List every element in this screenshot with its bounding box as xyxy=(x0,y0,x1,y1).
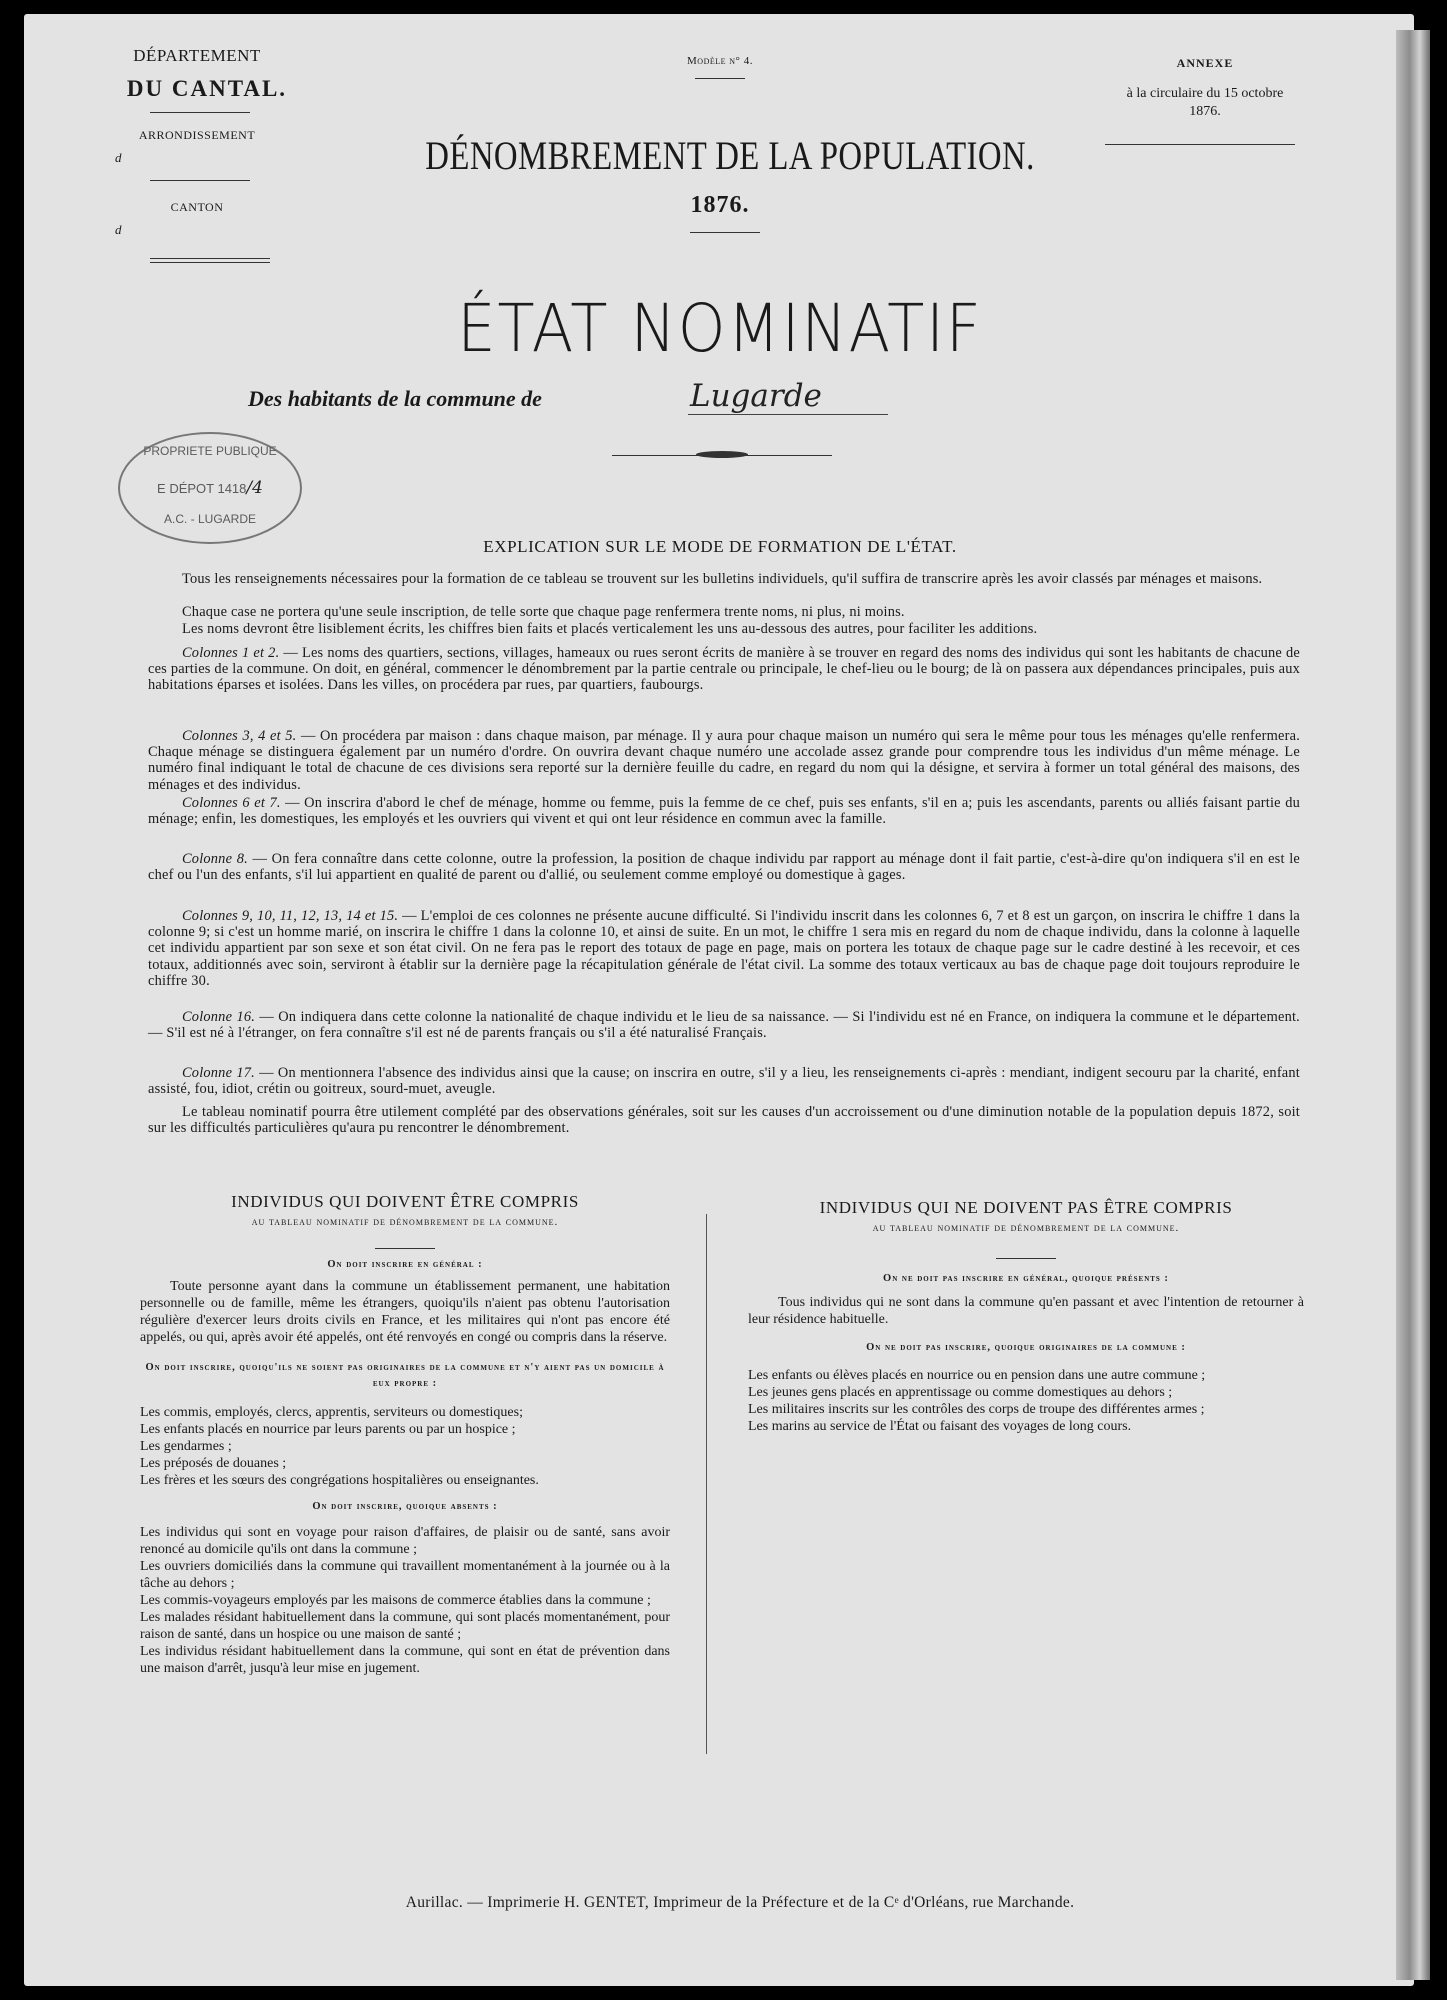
list-item: Les préposés de douanes ; xyxy=(140,1456,287,1471)
left-section2-title: On doit inscrire, quoiqu'ils ne soient pas originaires de la commune et n'y aient pas un domicile à eux propre : xyxy=(145,1362,665,1389)
colonne-16-text: — On indiquera dans cette colonne la nationalité de chaque individu et le lieu de sa naissance. — Si l'individu est né en France, on indiquera la commune et le département. — S'il est né à l'étranger, on fera connaître s'il est né de parents français ou s'il a été naturalisé Français. xyxy=(148,1009,1300,1042)
arrondissement-label: ARRONDISSEMENT xyxy=(138,128,256,142)
divider xyxy=(150,112,250,113)
colonnes-6-7-label: Colonnes 6 et 7. xyxy=(182,795,281,811)
colonnes-9-15-paragraph xyxy=(148,908,1300,989)
habitants-label: Des habitants de la commune de xyxy=(248,386,542,411)
intro-paragraph-1: Tous les renseignements nécessaires pour la formation de ce tableau se trouvent sur les bulletins individuels, qu'il suffira de transcrire après les avoir classés par ménages et maisons. xyxy=(182,571,1263,587)
etat-nominatif-heading: ÉTAT NOMINATIF xyxy=(457,290,983,367)
left-section2-list xyxy=(140,1404,670,1489)
colonnes-3-5-label: Colonnes 3, 4 et 5. xyxy=(182,728,297,744)
annexe-circulaire: à la circulaire du 15 octobre xyxy=(1126,86,1284,101)
left-section3-list xyxy=(140,1524,670,1677)
canton-label: CANTON xyxy=(170,200,224,214)
divider xyxy=(996,1258,1056,1259)
canton-d: d xyxy=(115,222,122,237)
closing-paragraph: Le tableau nominatif pourra être utilement complété par des observations générales, soit sur les causes d'un accroissement ou d'une diminution notable de la population depuis 1872, soit sur les difficultés particulières qu'aura pu rencontrer le dénombrement. xyxy=(148,1104,1300,1137)
stamp-line3: A.C. - LUGARDE xyxy=(163,512,256,526)
stamp-handwritten: /4 xyxy=(246,478,263,498)
colonnes-3-5-paragraph xyxy=(148,728,1300,793)
annexe-year: 1876. xyxy=(1189,104,1221,119)
list-item: Les marins au service de l'État ou faisant des voyages de long cours. xyxy=(748,1419,1132,1434)
colonnes-9-15-text: — L'emploi de ces colonnes ne présente aucune difficulté. Si l'individu inscrit dans les colonnes 6, 7 et 8 est un garçon, on inscrira le chiffre 1 dans la colonne 9; si c'est un homme marié, on inscrira le chiffre 1 dans la colonne 10, et ainsi de suite. En un mot, le chiffre 1 sera mis en regard du nom de chaque individu, dans la colonne à laquelle cet individu appartient par son sexe et son état civil. On ne fera pas le report des totaux de page en page, mais on portera les totaux de chaque page sur le cadre destiné à les recevoir, et ces totaux, additionnés avec soin, serviront à établir sur la dernière page la récapitulation générale de l'état civil. La somme des totaux verticaux au bas de chaque page doit toujours reproduire le chiffre 30. xyxy=(148,908,1300,989)
annexe-label: ANNEXE xyxy=(1176,56,1234,70)
left-section1-title: On doit inscrire en général : xyxy=(327,1259,483,1270)
divider xyxy=(695,78,745,79)
list-item: Les individus résidant habituellement dans la commune, qui sont en état de prévention dans une maison d'arrêt, jusqu'à leur mise en jugement. xyxy=(140,1644,670,1676)
ornament-rule-center xyxy=(696,451,748,458)
left-section3-title: On doit inscrire, quoique absents : xyxy=(312,1501,498,1512)
colonne-16-label: Colonne 16. xyxy=(182,1009,256,1025)
modele-number: Modèle n° 4. xyxy=(687,55,753,67)
divider xyxy=(375,1248,435,1249)
stamp-depot-number: E DÉPOT 1418 xyxy=(157,481,247,496)
divider xyxy=(1105,144,1295,145)
departement-label: DÉPARTEMENT xyxy=(133,46,261,65)
list-item: Les frères et les sœurs des congrégations hospitalières ou enseignantes. xyxy=(140,1473,539,1488)
colonnes-1-2-text: — Les noms des quartiers, sections, villages, hameaux ou rues seront écrits de manière à se trouver en regard des noms des individus qui sont les habitants de chacune de ces parties de la commune. On doit, en général, commencer le dénombrement par la partie centrale ou principale, le chef-lieu ou le bourg; de là on passera aux dépendances principales, puis aux habitations éparses et isolées. Dans les villes, on procédera par rues, par quartiers, faubourgs. xyxy=(148,645,1301,694)
column-divider xyxy=(706,1214,707,1754)
list-item: Les commis-voyageurs employés par les maisons de commerce établies dans la commune ; xyxy=(140,1593,651,1608)
departement-name: DU CANTAL. xyxy=(126,76,288,101)
list-item: Les individus qui sont en voyage pour raison d'affaires, de plaisir ou de santé, sans avoir renoncé au domicile qu'ils ont dans la commune ; xyxy=(140,1525,670,1557)
colonnes-1-2-paragraph xyxy=(148,645,1300,694)
arrondissement-d: d xyxy=(115,150,122,165)
right-section1-text: Tous individus qui ne sont dans la commune qu'en passant et avec l'intention de retourner à leur résidence habituelle. xyxy=(748,1295,1304,1327)
stamp-line2 xyxy=(120,478,300,498)
page-edge-shadow xyxy=(1396,30,1430,1980)
list-item: Les militaires inscrits sur les contrôles des corps de troupe des différentes armes ; xyxy=(748,1402,1205,1417)
left-column-subheading: au tableau nominatif de dénombrement de la commune. xyxy=(251,1216,559,1228)
archive-stamp xyxy=(118,432,302,544)
colonne-8-label: Colonne 8. xyxy=(182,851,248,867)
census-year: 1876. xyxy=(690,192,750,218)
colonne-17-text: — On mentionnera l'absence des individus ainsi que la cause; on inscrira en outre, s'il y a lieu, les renseignements ci-après : mendiant, indigent secouru par la charité, enfant assisté, fou, idiot, crétin ou goitreux, sourd-muet, aveugle. xyxy=(148,1065,1300,1098)
page-title: DÉNOMBREMENT DE LA POPULATION. xyxy=(425,133,1035,178)
commune-underline xyxy=(688,414,888,415)
right-section1-title: On ne doit pas inscrire en général, quoique présents : xyxy=(883,1273,1169,1284)
list-item: Les commis, employés, clercs, apprentis, serviteurs ou domestiques; xyxy=(140,1405,523,1420)
list-item: Les ouvriers domiciliés dans la commune qui travaillent momentanément à la journée ou à la tâche au dehors ; xyxy=(140,1559,670,1591)
right-section2-list xyxy=(748,1367,1304,1435)
list-item: Les jeunes gens placés en apprentissage ou comme domestiques au dehors ; xyxy=(748,1385,1173,1400)
list-item: Les enfants ou élèves placés en nourrice ou en pension dans une autre commune ; xyxy=(748,1368,1206,1383)
list-item: Les enfants placés en nourrice par leurs parents ou par un hospice ; xyxy=(140,1422,516,1437)
colonnes-6-7-text: — On inscrira d'abord le chef de ménage, homme ou femme, puis la femme de ce chef, puis ses enfants, s'il en a; puis les ascendants, parents ou alliés faisant partie du ménage; enfin, les domestiques, les employés et les ouvriers qui vivent et qui ont leur résidence en commun avec la famille. xyxy=(148,795,1300,828)
divider xyxy=(690,232,760,233)
colonne-8-text: — On fera connaître dans cette colonne, outre la profession, la position de chaque individu par rapport au ménage dont il fait partie, c'est-à-dire qu'on indiquera s'il en est le chef ou l'un des enfants, s'il lui appartient en qualité de parent ou d'allié, ou seulement comme employé ou domestique à gages. xyxy=(148,851,1301,884)
explication-heading: EXPLICATION SUR LE MODE DE FORMATION DE L'ÉTAT. xyxy=(483,537,957,556)
divider xyxy=(150,180,250,181)
right-column xyxy=(748,1198,1304,1435)
colonnes-3-5-text: — On procédera par maison : dans chaque maison, par ménage. Il y aura pour chaque maison un numéro qui sera le même pour tous les ménages qu'elle renfermera. Chaque ménage se distinguera également par un numéro d'ordre. On ouvrira devant chaque numéro une accolade assez grande pour comprendre tous les individus d'un même ménage. Le numéro final indiquant le total de chacune de ces divisions sera reporté sur la dernière feuille du cadre, en regard du nom qui la désigne, et servira à former un total général des maisons, des ménages et des individus. xyxy=(148,728,1300,793)
intro-paragraph-2: Chaque case ne portera qu'une seule inscription, de telle sorte que chaque page renfermera trente noms, ni plus, ni moins. xyxy=(182,604,905,620)
colonnes-6-7-paragraph xyxy=(148,795,1300,827)
colonne-8-paragraph xyxy=(148,851,1300,883)
commune-name-handwritten: Lugarde xyxy=(690,378,822,414)
colonnes-9-15-label: Colonnes 9, 10, 11, 12, 13, 14 et 15. xyxy=(182,908,399,924)
left-column-heading: INDIVIDUS QUI DOIVENT ÊTRE COMPRIS xyxy=(231,1192,579,1211)
colonne-17-label: Colonne 17. xyxy=(182,1065,255,1081)
right-column-subheading: au tableau nominatif de dénombrement de la commune. xyxy=(872,1222,1180,1234)
stamp-line1: PROPRIETE PUBLIQUE xyxy=(143,444,277,458)
list-item: Les malades résidant habituellement dans la commune, qui sont placés momentanément, pour raison de santé, dans un hospice ou une maison de santé ; xyxy=(140,1610,670,1642)
left-column xyxy=(140,1192,670,1677)
colonne-17-paragraph xyxy=(148,1065,1300,1097)
right-column-heading: INDIVIDUS QUI NE DOIVENT PAS ÊTRE COMPRIS xyxy=(819,1198,1233,1217)
right-section2-title: On ne doit pas inscrire, quoique originaires de la commune : xyxy=(866,1342,1186,1353)
colonne-16-paragraph xyxy=(148,1009,1300,1041)
colonnes-1-2-label: Colonnes 1 et 2. xyxy=(182,645,280,661)
ornament-rule xyxy=(150,258,270,263)
list-item: Les gendarmes ; xyxy=(140,1439,232,1454)
printer-imprint: Aurillac. — Imprimerie H. GENTET, Imprimeur de la Préfecture et de la Cᵉ d'Orléans, rue Marchande. xyxy=(405,1894,1075,1911)
left-section1-text: Toute personne ayant dans la commune un établissement permanent, une habitation personnelle ou de famille, même les étrangers, quoiqu'ils n'aient pas obtenu l'autorisation régulière d'exercer leurs droits civils en France, et les militaires qui n'ont pas encore été appelés, ou qui, après avoir été appelés, ont été renvoyés en congé ou compris dans la réserve. xyxy=(140,1279,670,1345)
intro-paragraph-3: Les noms devront être lisiblement écrits, les chiffres bien faits et placés verticalement les uns au-dessous des autres, pour faciliter les additions. xyxy=(182,621,1038,637)
